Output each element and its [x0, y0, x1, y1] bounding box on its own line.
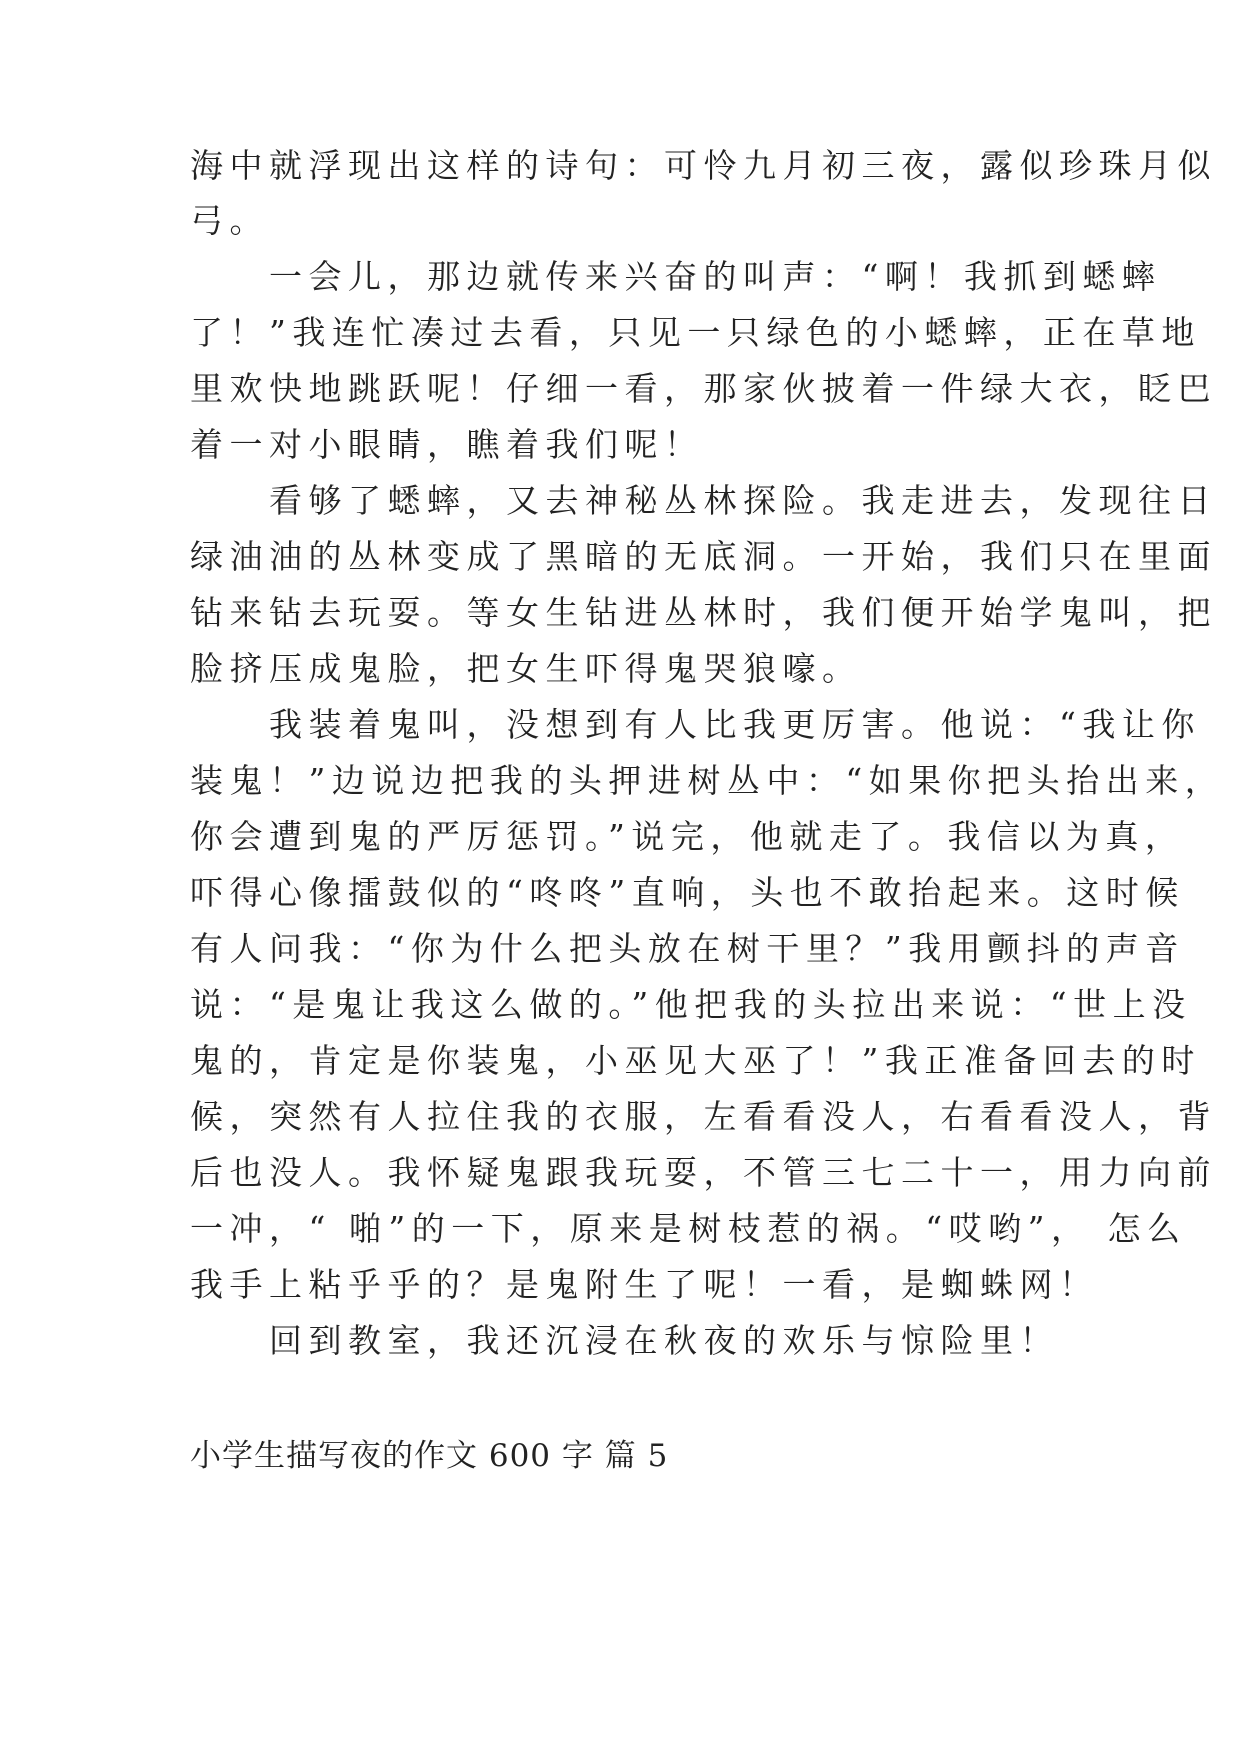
text-line: 绿油油的丛林变成了黑暗的无底洞。一开始，我们只在里面: [190, 537, 1217, 576]
section-heading: 小学生描写夜的作文 600 字 篇 5: [190, 1438, 669, 1474]
text-line: 装鬼！”边说边把我的头押进树丛中：“如果你把头抬出来，: [190, 761, 1225, 800]
text-line: 说：“是鬼让我这么做的。”他把我的头拉出来说：“世上没: [190, 985, 1192, 1024]
text-line: 脸挤压成鬼脸，把女生吓得鬼哭狼嚎。: [190, 649, 862, 688]
text-line: 吓得心像擂鼓似的“咚咚”直响，头也不敢抬起来。这时候: [190, 873, 1185, 912]
text-line: 我手上粘乎乎的？是鬼附生了呢！一看，是蜘蛛网！: [190, 1265, 1099, 1304]
text-line: 候，突然有人拉住我的衣服，左看看没人，右看看没人，背: [190, 1097, 1217, 1136]
text-line: 一会儿，那边就传来兴奋的叫声：“啊！我抓到蟋蟀: [190, 257, 1162, 296]
text-line: 我装着鬼叫，没想到有人比我更厉害。他说：“我让你: [190, 705, 1201, 744]
text-line: 回到教室，我还沉浸在秋夜的欢乐与惊险里！: [190, 1321, 1059, 1360]
text-line: 了！”我连忙凑过去看，只见一只绿色的小蟋蟀，正在草地: [190, 313, 1201, 352]
text-line: 着一对小眼睛，瞧着我们呢！: [190, 425, 704, 464]
text-line: 钻来钻去玩耍。等女生钻进丛林时，我们便开始学鬼叫，把: [190, 593, 1217, 632]
text-line: 海中就浮现出这样的诗句：可怜九月初三夜，露似珍珠月似: [190, 146, 1217, 185]
text-line: 里欢快地跳跃呢！仔细一看，那家伙披着一件绿大衣，眨巴: [190, 369, 1217, 408]
text-line: 看够了蟋蟀，又去神秘丛林探险。我走进去，发现往日: [190, 481, 1217, 520]
text-line: 你会遭到鬼的严厉惩罚。”说完，他就走了。我信以为真，: [190, 817, 1185, 856]
text-line: 后也没人。我怀疑鬼跟我玩耍，不管三七二十一，用力向前: [190, 1153, 1217, 1192]
text-line: 弓。: [190, 201, 269, 240]
text-line: 有人问我：“你为什么把头放在树干里？”我用颤抖的声音: [190, 929, 1185, 968]
text-line: 鬼的，肯定是你装鬼，小巫见大巫了！”我正准备回去的时: [190, 1041, 1201, 1080]
text-line: 一冲，“ 啪”的一下，原来是树枝惹的祸。“哎哟”， 怎么: [190, 1209, 1187, 1248]
